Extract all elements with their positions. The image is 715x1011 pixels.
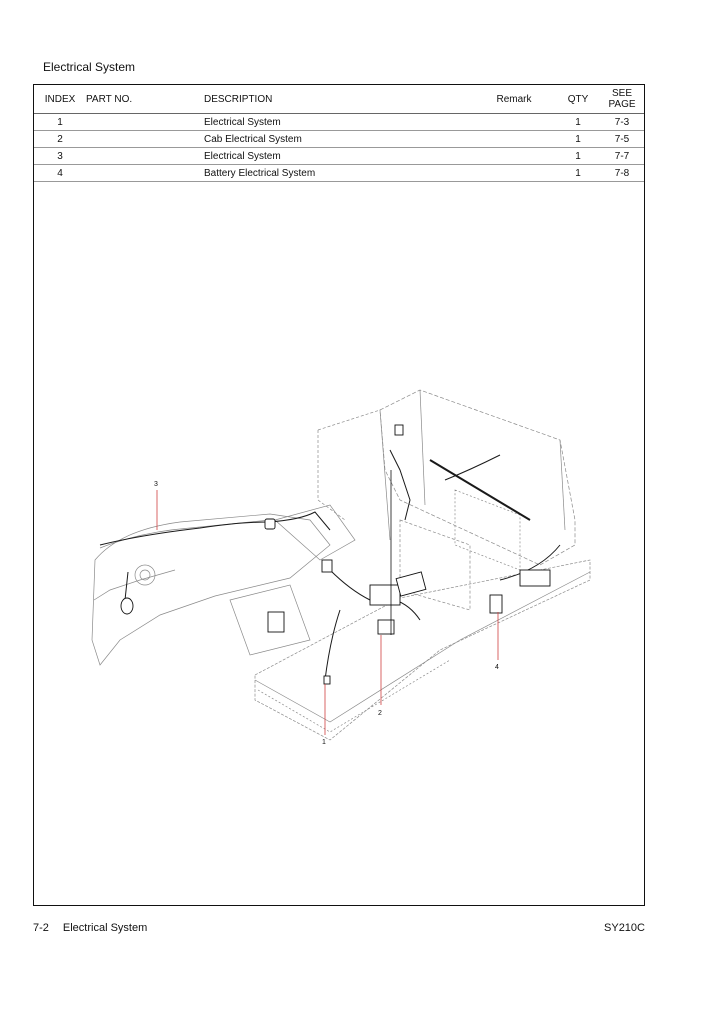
- boom-lamp-icon: [121, 598, 133, 614]
- footer-section: Electrical System: [62, 922, 148, 934]
- callout-2: 2: [378, 710, 382, 717]
- header-qty: QTY: [556, 85, 600, 114]
- header-remark: Remark: [472, 85, 556, 114]
- row-see-page: 7-7: [600, 148, 644, 165]
- boom-top-edge: [100, 520, 270, 548]
- row-qty: 1: [556, 114, 600, 131]
- console-box: [400, 520, 470, 610]
- row-qty: 1: [556, 131, 600, 148]
- header-part-no: PART NO.: [86, 85, 204, 114]
- cab-post-mid: [420, 390, 425, 505]
- row-see-page: 7-5: [600, 131, 644, 148]
- row-index: 2: [34, 131, 86, 148]
- callout-4: 4: [495, 664, 499, 671]
- footer-model: SY210C: [604, 922, 645, 934]
- cab-lamp-icon: [322, 560, 332, 572]
- row-description: Cab Electrical System: [204, 131, 472, 148]
- upper-harness: [445, 455, 500, 480]
- boom-harness-end: [268, 512, 330, 530]
- battery-icon: [490, 595, 502, 613]
- floor-harness: [325, 610, 340, 680]
- row-see-page: 7-8: [600, 165, 644, 182]
- cab-harness: [390, 450, 410, 520]
- row-qty: 1: [556, 148, 600, 165]
- battery-box-icon: [520, 570, 550, 586]
- row-description: Electrical System: [204, 114, 472, 131]
- boom-outline: [92, 514, 330, 665]
- callout-1: 1: [322, 739, 326, 746]
- row-description: Electrical System: [204, 148, 472, 165]
- boom-detail: [94, 570, 175, 600]
- cab-frame: [380, 390, 575, 565]
- header-see-line1: SEE: [611, 88, 632, 99]
- cab-post-left: [380, 410, 390, 540]
- cab-switch-icon: [395, 425, 403, 435]
- relay-block-icon: [378, 620, 394, 634]
- header-see-line2: PAGE: [608, 99, 636, 110]
- boom-lamp-cable: [125, 572, 128, 600]
- work-lamp-icon: [265, 519, 275, 529]
- swing-motor-icon: [268, 612, 284, 632]
- row-index: 4: [34, 165, 86, 182]
- header-description: DESCRIPTION: [204, 85, 472, 114]
- boom-pin: [135, 565, 155, 585]
- callout-3: 3: [154, 481, 158, 488]
- floor-sensor-icon: [324, 676, 330, 684]
- cab-roof-edge: [318, 410, 380, 430]
- row-index: 1: [34, 114, 86, 131]
- footer-page-number: 7-2: [33, 922, 49, 934]
- fuse-box-icon: [370, 585, 400, 605]
- platform-lower-edge: [258, 660, 450, 732]
- footer-left: [33, 922, 161, 934]
- platform-edge: [255, 572, 590, 722]
- boom-harness: [100, 522, 268, 545]
- page-title: Electrical System: [43, 60, 136, 74]
- side-panel: [275, 505, 355, 560]
- header-index: INDEX: [34, 85, 86, 114]
- row-see-page: 7-3: [600, 114, 644, 131]
- row-qty: 1: [556, 165, 600, 182]
- controller-icon: [396, 572, 426, 596]
- cab-rail-harness: [430, 460, 530, 520]
- row-description: Battery Electrical System: [204, 165, 472, 182]
- row-index: 3: [34, 148, 86, 165]
